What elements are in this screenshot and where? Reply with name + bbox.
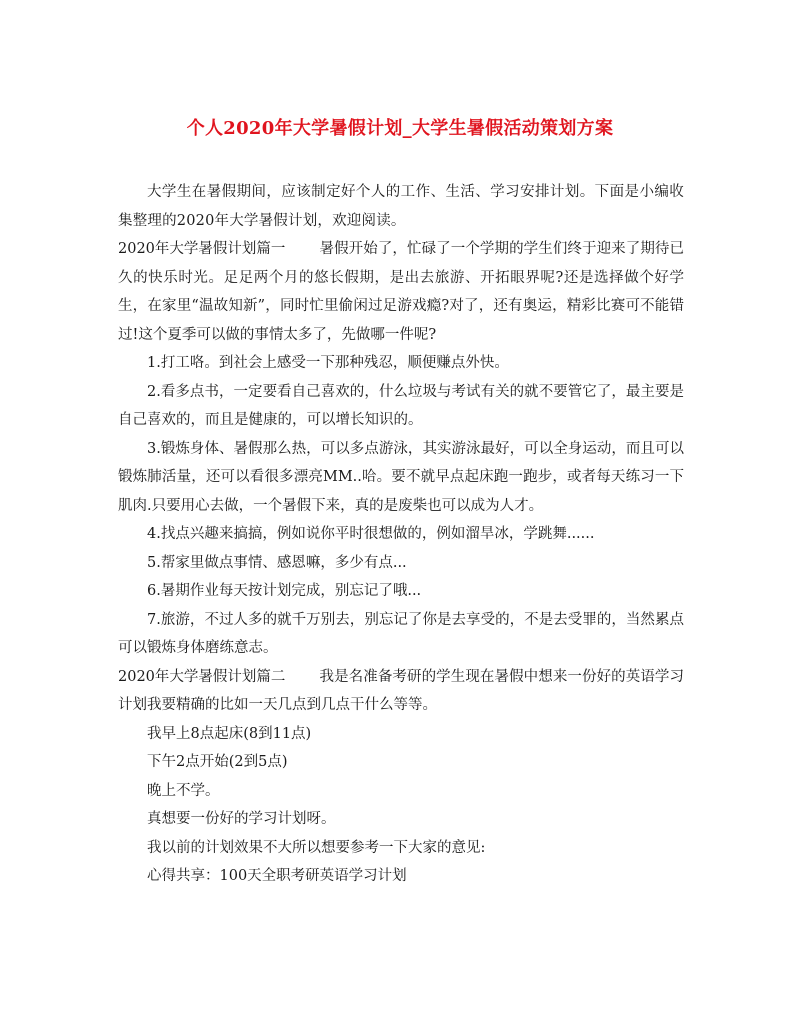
list-item: 7.旅游，不过人多的就千万别去，别忘记了你是去享受的，不是去受罪的，当然累点可以锻炼身体磨练意志。 (118, 611, 684, 656)
section-one-label: 2020年大学暑假计划篇一 (118, 241, 286, 257)
section-one-paragraph (118, 235, 684, 349)
section-two-paragraph (118, 663, 684, 720)
text-line: 下午2点开始(2到5点) (147, 754, 288, 770)
text-line: 我早上8点起床(8到11点) (147, 725, 312, 742)
text-line: 心得共享：100天全职考研英语学习计划 (147, 868, 407, 884)
document-title: 个人2020年大学暑假计划_大学生暑假活动策划方案 (186, 118, 614, 139)
section-two-label: 2020年大学暑假计划篇二 (118, 668, 286, 685)
text-line: 真想要一份好的学习计划呀。 (147, 811, 336, 827)
intro-paragraph: 大学生在暑假期间，应该制定好个人的工作、生活、学习安排计划。下面是小编收集整理的2020年大学暑假计划，欢迎阅读。 (118, 184, 684, 229)
text-line: 我以前的计划效果不大所以想要参考一下大家的意见: (147, 839, 486, 856)
list-item: 3.锻炼身体、暑假那么热，可以多点游泳，其实游泳最好，可以全身运动，而且可以锻炼肺活量，还可以看很多漂亮MM..哈。要不就早点起床跑一跑步，或者每天练习一下肌肉.只要用心去做，一个暑假下来，真的是废柴也可以成为人才。 (118, 440, 684, 514)
list-item: 1.打工咯。到社会上感受一下那种残忍，顺便赚点外快。 (147, 355, 509, 371)
list-item: 4.找点兴趣来搞搞，例如说你平时很想做的，例如溜旱冰，学跳舞...... (147, 526, 595, 542)
list-item: 2.看多点书，一定要看自己喜欢的，什么垃圾与考试有关的就不要管它了，最主要是自己喜欢的，而且是健康的，可以增长知识的。 (118, 383, 684, 428)
document-body (118, 178, 684, 891)
list-item: 5.帮家里做点事情、感恩嘛，多少有点... (147, 554, 407, 571)
section-one-text: 暑假开始了，忙碌了一个学期的学生们终于迎来了期待已久的快乐时光。足足两个月的悠长假期，是出去旅游、开拓眼界呢?还是选择做个好学生，在家里“温故知新”，同时忙里偷闲过足游戏瘾?对了，还有奥运，精彩比赛可不能错过!这个夏季可以做的事情太多了，先做哪一件呢? (118, 241, 684, 343)
section-two-text: 我是名准备考研的学生现在暑假中想来一份好的英语学习计划我要精确的比如一天几点到几点干什么等等。 (118, 668, 684, 713)
list-item: 6.暑期作业每天按计划完成，别忘记了哦... (147, 583, 422, 599)
text-line: 晚上不学。 (147, 782, 220, 799)
